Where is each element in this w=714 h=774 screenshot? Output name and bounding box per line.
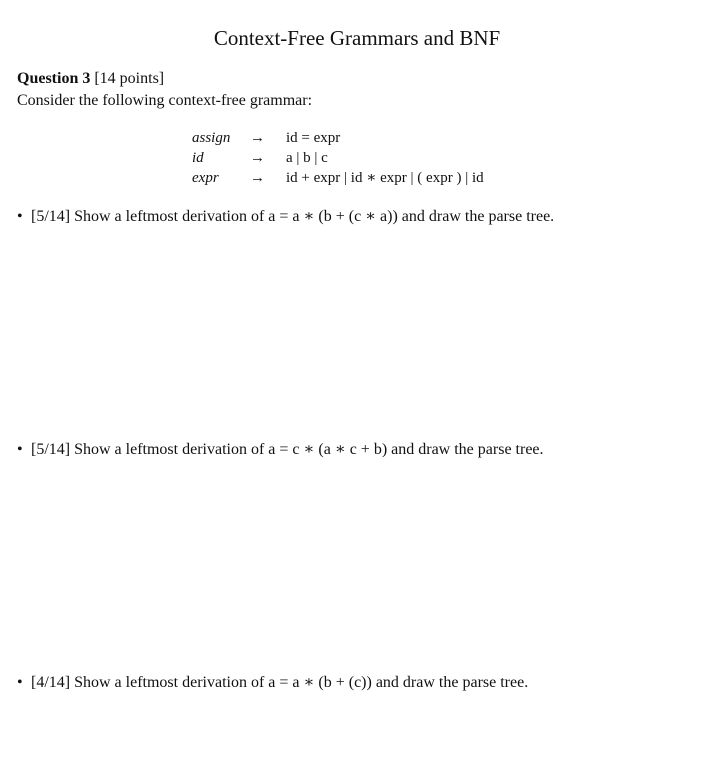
bullet-icon: • (17, 208, 23, 225)
task-item (17, 206, 554, 226)
grammar-rule (192, 128, 484, 148)
rule-lhs: assign (192, 130, 231, 146)
task-text: [5/14] Show a leftmost derivation of a = a ∗ (b + (c ∗ a)) and draw the parse tree. (31, 208, 555, 225)
question-header (17, 70, 164, 88)
question-points: [14 points] (94, 70, 165, 87)
page-title: Context-Free Grammars and BNF (213, 26, 501, 50)
rule-lhs: id (192, 150, 204, 166)
rule-rhs: id + expr | id ∗ expr | ( expr ) | id (286, 170, 484, 186)
grammar-rule (192, 148, 484, 168)
question-intro: Consider the following context-free grammar: (17, 92, 313, 109)
rule-lhs: expr (192, 170, 219, 186)
rule-arrow: → (250, 170, 265, 186)
rule-rhs: a | b | c (286, 150, 328, 166)
grammar-rule (192, 168, 484, 188)
bullet-icon: • (17, 441, 23, 458)
grammar-block (192, 128, 484, 188)
task-item (17, 672, 528, 692)
task-text: [5/14] Show a leftmost derivation of a = c ∗ (a ∗ c + b) and draw the parse tree. (31, 441, 544, 458)
bullet-icon: • (17, 674, 23, 691)
question-label: Question 3 (17, 70, 91, 87)
rule-rhs: id = expr (286, 130, 341, 146)
rule-arrow: → (250, 150, 265, 166)
rule-arrow: → (250, 130, 265, 146)
task-item (17, 439, 544, 459)
task-text: [4/14] Show a leftmost derivation of a = a ∗ (b + (c)) and draw the parse tree. (31, 674, 529, 691)
